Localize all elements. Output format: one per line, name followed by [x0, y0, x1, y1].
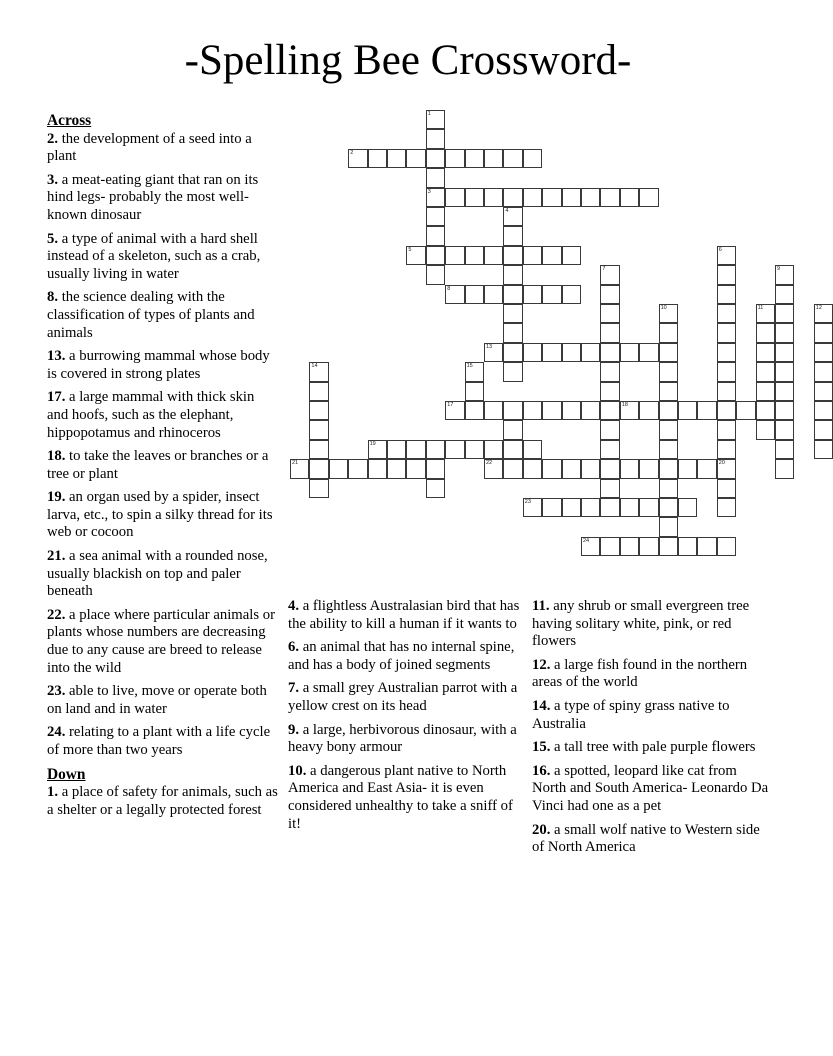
cell-number: 12: [815, 305, 822, 311]
crossword-cell-numbered[interactable]: [600, 265, 619, 284]
crossword-cell[interactable]: [600, 498, 619, 517]
down-clue-list-col2: [288, 598, 526, 833]
crossword-cell[interactable]: [309, 459, 328, 478]
crossword-cell[interactable]: [445, 188, 464, 207]
crossword-cell[interactable]: [678, 401, 697, 420]
clue-number: 23.: [47, 683, 70, 700]
crossword-cell[interactable]: [775, 304, 794, 323]
crossword-cell[interactable]: [717, 498, 736, 517]
crossword-cell[interactable]: [775, 382, 794, 401]
crossword-cell[interactable]: [814, 362, 833, 381]
crossword-cell[interactable]: [503, 343, 522, 362]
clue-text: the development of a seed into a plant: [47, 130, 252, 165]
clue-item: [288, 722, 526, 757]
clue-text: a dangerous plant native to North America and East Asia- it is even considered unhealthy to take a sniff of it!: [288, 762, 513, 832]
clue-text: able to live, move or operate both on land and in water: [47, 683, 267, 717]
crossword-cell-numbered[interactable]: [309, 362, 328, 381]
crossword-cell[interactable]: [659, 459, 678, 478]
cell-number: 1: [427, 111, 431, 117]
clue-item: [47, 172, 278, 225]
crossword-cell[interactable]: [659, 401, 678, 420]
clue-number: 20.: [532, 821, 555, 838]
crossword-cell[interactable]: [717, 382, 736, 401]
crossword-cell[interactable]: [659, 517, 678, 536]
clue-text: an animal that has no internal spine, and has a body of joined segments: [288, 639, 515, 673]
crossword-cell[interactable]: [542, 188, 561, 207]
crossword-cell[interactable]: [523, 459, 542, 478]
crossword-cell[interactable]: [717, 440, 736, 459]
crossword-cell[interactable]: [348, 459, 367, 478]
cell-number: 6: [718, 246, 722, 253]
clue-number: 4.: [288, 598, 303, 614]
cell-number: 19: [369, 440, 376, 447]
crossword-cell[interactable]: [639, 537, 658, 556]
clue-number: 24.: [47, 724, 70, 741]
crossword-cell[interactable]: [503, 246, 522, 265]
crossword-cell[interactable]: [503, 265, 522, 284]
crossword-cell[interactable]: [406, 459, 425, 478]
crossword-cell[interactable]: [503, 304, 522, 323]
crossword-cell[interactable]: [775, 343, 794, 362]
crossword-cell[interactable]: [523, 285, 542, 304]
crossword-cell[interactable]: [620, 343, 639, 362]
cell-number: 21: [292, 460, 299, 467]
crossword-cell[interactable]: [814, 343, 833, 362]
crossword-cell[interactable]: [600, 362, 619, 381]
crossword-cell[interactable]: [678, 459, 697, 478]
cell-number: 3: [427, 188, 431, 195]
crossword-cell[interactable]: [659, 498, 678, 517]
clue-text: a type of spiny grass native to Australia: [532, 697, 730, 732]
crossword-cell[interactable]: [562, 188, 581, 207]
cell-number: 2: [350, 149, 354, 156]
crossword-cell[interactable]: [659, 362, 678, 381]
clue-number: 11.: [532, 598, 554, 614]
crossword-cell[interactable]: [484, 246, 503, 265]
clue-text: a place where particular animals or plants whose numbers are decreasing due to any cause are breed to release into the wild: [47, 606, 275, 676]
crossword-cell[interactable]: [756, 420, 775, 439]
crossword-cell[interactable]: [562, 401, 581, 420]
clue-item: [288, 598, 526, 633]
crossword-cell[interactable]: [484, 285, 503, 304]
clue-number: 5.: [47, 230, 62, 247]
crossword-cell[interactable]: [562, 246, 581, 265]
crossword-cell[interactable]: [678, 498, 697, 517]
crossword-cell-numbered[interactable]: [775, 265, 794, 284]
cell-number: 17: [447, 402, 454, 408]
clue-text: a meat-eating giant that ran on its hind legs- probably the most well-known dinosaur: [47, 171, 259, 223]
clue-item: [288, 680, 526, 715]
crossword-cell[interactable]: [503, 459, 522, 478]
crossword-cell[interactable]: [814, 323, 833, 342]
crossword-cell[interactable]: [639, 188, 658, 207]
crossword-cell[interactable]: [426, 459, 445, 478]
crossword-cell[interactable]: [387, 459, 406, 478]
crossword-cell[interactable]: [426, 479, 445, 498]
crossword-cell-numbered[interactable]: [814, 304, 833, 323]
crossword-cell[interactable]: [484, 188, 503, 207]
crossword-cell[interactable]: [484, 401, 503, 420]
clue-number: 13.: [47, 348, 70, 365]
crossword-cell-numbered[interactable]: [368, 440, 387, 459]
across-clues-column: [47, 112, 278, 825]
clue-text: a spotted, leopard like cat from North and South America- Leonardo Da Vinci had one as a pet: [532, 762, 769, 814]
crossword-cell[interactable]: [542, 285, 561, 304]
crossword-cell[interactable]: [445, 440, 464, 459]
clue-text: an organ used by a spider, insect larva, etc., to spin a silky thread for its web or cocoon: [47, 489, 273, 541]
clue-text: a flightless Australasian bird that has the ability to kill a human if it wants to: [288, 598, 520, 632]
crossword-cell[interactable]: [600, 188, 619, 207]
crossword-cell[interactable]: [484, 149, 503, 168]
crossword-cell[interactable]: [426, 129, 445, 148]
crossword-cell[interactable]: [368, 459, 387, 478]
clue-item: [532, 657, 772, 692]
crossword-cell[interactable]: [600, 382, 619, 401]
crossword-cell[interactable]: [406, 440, 425, 459]
crossword-cell[interactable]: [523, 343, 542, 362]
crossword-cell[interactable]: [503, 188, 522, 207]
clue-number: 10.: [288, 762, 311, 779]
crossword-cell[interactable]: [639, 401, 658, 420]
clue-text: a small grey Australian parrot with a yellow crest on its head: [288, 680, 518, 714]
crossword-cell[interactable]: [620, 537, 639, 556]
clue-number: 21.: [47, 548, 70, 565]
crossword-cell-numbered[interactable]: [426, 188, 445, 207]
clue-item: [532, 598, 772, 651]
crossword-cell[interactable]: [503, 440, 522, 459]
crossword-cell[interactable]: [678, 537, 697, 556]
crossword-cell-numbered[interactable]: [290, 459, 309, 478]
crossword-cell[interactable]: [600, 420, 619, 439]
crossword-cell[interactable]: [756, 323, 775, 342]
clue-text: to take the leaves or branches or a tree or plant: [47, 448, 269, 482]
clue-text: a burrowing mammal whose body is covered in strong plates: [47, 348, 270, 382]
clue-item: [532, 822, 772, 857]
crossword-cell-numbered[interactable]: [717, 459, 736, 478]
crossword-cell[interactable]: [581, 498, 600, 517]
cell-number: 20: [718, 460, 725, 467]
crossword-cell[interactable]: [465, 401, 484, 420]
crossword-cell[interactable]: [600, 459, 619, 478]
cell-number: 4: [505, 208, 509, 214]
clue-text: a large, herbivorous dinosaur, with a heavy bony armour: [288, 721, 517, 756]
crossword-cell[interactable]: [697, 459, 716, 478]
crossword-cell[interactable]: [562, 498, 581, 517]
crossword-cell[interactable]: [659, 420, 678, 439]
clue-item: [532, 763, 772, 816]
crossword-cell[interactable]: [542, 498, 561, 517]
crossword-cell[interactable]: [581, 188, 600, 207]
crossword-cell-numbered[interactable]: [659, 304, 678, 323]
clue-item: [288, 639, 526, 674]
across-clue-list: [47, 131, 278, 760]
crossword-cell[interactable]: [542, 246, 561, 265]
crossword-cell[interactable]: [717, 479, 736, 498]
crossword-cell[interactable]: [756, 343, 775, 362]
down-heading: Down: [47, 765, 86, 783]
crossword-cell[interactable]: [814, 440, 833, 459]
crossword-cell[interactable]: [523, 440, 542, 459]
clue-number: 6.: [288, 639, 303, 656]
crossword-cell[interactable]: [503, 226, 522, 245]
crossword-cell[interactable]: [581, 401, 600, 420]
crossword-cell[interactable]: [465, 149, 484, 168]
clue-item: [47, 131, 278, 166]
crossword-cell[interactable]: [756, 362, 775, 381]
clue-number: 8.: [47, 289, 62, 306]
crossword-cell-numbered[interactable]: [484, 459, 503, 478]
cell-number: 14: [311, 363, 318, 370]
crossword-cell[interactable]: [717, 285, 736, 304]
crossword-cell[interactable]: [523, 149, 542, 168]
clue-number: 22.: [47, 606, 70, 623]
clue-number: 12.: [532, 656, 555, 673]
clue-number: 1.: [47, 784, 62, 801]
crossword-cell[interactable]: [600, 537, 619, 556]
crossword-cell[interactable]: [562, 459, 581, 478]
crossword-cell-numbered[interactable]: [523, 498, 542, 517]
crossword-cell[interactable]: [775, 459, 794, 478]
crossword-cell[interactable]: [717, 323, 736, 342]
cell-number: 18: [621, 402, 628, 408]
crossword-cell[interactable]: [426, 168, 445, 187]
down-clue-list-col3: [532, 598, 772, 857]
clue-item: [47, 683, 278, 718]
clue-number: 9.: [288, 721, 303, 738]
crossword-cell[interactable]: [581, 343, 600, 362]
crossword-cell-numbered[interactable]: [445, 401, 464, 420]
crossword-cell[interactable]: [503, 149, 522, 168]
crossword-cell[interactable]: [581, 459, 600, 478]
crossword-cell[interactable]: [387, 149, 406, 168]
clue-text: a large fish found in the northern areas of the world: [532, 656, 748, 691]
crossword-cell[interactable]: [309, 479, 328, 498]
crossword-cell[interactable]: [542, 343, 561, 362]
crossword-cell[interactable]: [542, 459, 561, 478]
crossword-cell[interactable]: [426, 207, 445, 226]
crossword-cell[interactable]: [309, 440, 328, 459]
crossword-cell-numbered[interactable]: [620, 401, 639, 420]
cell-number: 9: [777, 266, 781, 273]
crossword-cell[interactable]: [329, 459, 348, 478]
cell-number: 11: [757, 305, 764, 311]
crossword-cell[interactable]: [465, 188, 484, 207]
crossword-cell[interactable]: [659, 382, 678, 401]
crossword-cell[interactable]: [484, 440, 503, 459]
crossword-cell[interactable]: [542, 401, 561, 420]
crossword-cell-numbered[interactable]: [465, 362, 484, 381]
crossword-cell[interactable]: [600, 343, 619, 362]
down-clue-list-col1: [47, 784, 278, 819]
crossword-cell[interactable]: [600, 323, 619, 342]
crossword-cell[interactable]: [736, 401, 755, 420]
crossword-cell-numbered[interactable]: [426, 110, 445, 129]
clue-text: a small wolf native to Western side of North America: [532, 821, 760, 856]
crossword-cell[interactable]: [309, 382, 328, 401]
clue-item: [47, 289, 278, 342]
clue-text: a type of animal with a hard shell instead of a skeleton, such as a crab, usually living in water: [47, 230, 261, 282]
clue-item: [47, 348, 278, 383]
crossword-cell[interactable]: [503, 401, 522, 420]
clue-item: [47, 489, 278, 542]
clue-item: [47, 724, 278, 759]
crossword-cell[interactable]: [639, 459, 658, 478]
crossword-cell[interactable]: [697, 537, 716, 556]
crossword-cell[interactable]: [426, 246, 445, 265]
crossword-cell[interactable]: [387, 440, 406, 459]
clue-text: a sea animal with a rounded nose, usually blackish on top and paler beneath: [47, 548, 268, 600]
clue-item: [288, 763, 526, 833]
crossword-cell[interactable]: [659, 323, 678, 342]
crossword-cell[interactable]: [659, 343, 678, 362]
crossword-cell[interactable]: [426, 440, 445, 459]
crossword-cell[interactable]: [426, 265, 445, 284]
crossword-cell[interactable]: [659, 479, 678, 498]
crossword-cell[interactable]: [523, 188, 542, 207]
crossword-cell[interactable]: [659, 537, 678, 556]
clue-item: [532, 698, 772, 733]
crossword-cell[interactable]: [639, 498, 658, 517]
crossword-cell[interactable]: [717, 362, 736, 381]
clue-item: [47, 448, 278, 483]
crossword-cell[interactable]: [717, 401, 736, 420]
across-heading: Across: [47, 112, 92, 129]
crossword-cell[interactable]: [465, 285, 484, 304]
crossword-cell[interactable]: [756, 382, 775, 401]
crossword-cell[interactable]: [620, 498, 639, 517]
crossword-cell[interactable]: [775, 285, 794, 304]
crossword-cell[interactable]: [775, 440, 794, 459]
crossword-cell[interactable]: [814, 382, 833, 401]
clue-item: [47, 548, 278, 601]
crossword-cell-numbered[interactable]: [503, 207, 522, 226]
cell-number: 8: [447, 285, 451, 292]
crossword-cell-numbered[interactable]: [581, 537, 600, 556]
clue-number: 14.: [532, 697, 555, 714]
crossword-cell[interactable]: [445, 149, 464, 168]
crossword-cell[interactable]: [503, 420, 522, 439]
crossword-cell[interactable]: [368, 149, 387, 168]
crossword-cell-numbered[interactable]: [348, 149, 367, 168]
cell-number: 13: [486, 343, 493, 350]
crossword-cell[interactable]: [814, 420, 833, 439]
crossword-cell[interactable]: [562, 343, 581, 362]
crossword-cell[interactable]: [503, 362, 522, 381]
crossword-cell-numbered[interactable]: [717, 246, 736, 265]
clue-number: 17.: [47, 389, 70, 406]
crossword-cell[interactable]: [717, 343, 736, 362]
clue-item: [47, 784, 278, 819]
cell-number: 10: [660, 305, 667, 311]
crossword-cell[interactable]: [717, 537, 736, 556]
crossword-cell[interactable]: [697, 401, 716, 420]
crossword-cell[interactable]: [775, 420, 794, 439]
crossword-cell[interactable]: [600, 285, 619, 304]
cell-number: 15: [466, 363, 473, 370]
crossword-cell[interactable]: [639, 343, 658, 362]
clue-text: the science dealing with the classification of types of plants and animals: [47, 289, 255, 341]
clue-text: a tall tree with pale purple flowers: [554, 739, 756, 756]
crossword-cell[interactable]: [426, 149, 445, 168]
crossword-cell[interactable]: [309, 401, 328, 420]
crossword-cell[interactable]: [465, 382, 484, 401]
clue-number: 18.: [47, 448, 70, 465]
clue-item: [47, 389, 278, 442]
crossword-cell[interactable]: [406, 149, 425, 168]
crossword-cell[interactable]: [445, 246, 464, 265]
crossword-cell[interactable]: [600, 440, 619, 459]
crossword-cell[interactable]: [756, 401, 775, 420]
crossword-cell[interactable]: [503, 285, 522, 304]
clue-number: 15.: [532, 739, 555, 756]
crossword-cell[interactable]: [309, 420, 328, 439]
crossword-cell[interactable]: [600, 479, 619, 498]
page-title: -Spelling Bee Crossword-: [184, 37, 632, 84]
cell-number: 24: [583, 537, 590, 544]
crossword-cell[interactable]: [620, 188, 639, 207]
crossword-cell[interactable]: [775, 362, 794, 381]
crossword-cell[interactable]: [562, 285, 581, 304]
crossword-cell[interactable]: [465, 440, 484, 459]
crossword-cell[interactable]: [523, 246, 542, 265]
crossword-cell[interactable]: [620, 459, 639, 478]
crossword-cell[interactable]: [465, 246, 484, 265]
cell-number: 23: [524, 499, 531, 505]
crossword-cell[interactable]: [775, 323, 794, 342]
down-clues-column-right: [532, 598, 772, 863]
clue-number: 16.: [532, 762, 555, 779]
crossword-cell[interactable]: [600, 304, 619, 323]
clue-item: [47, 231, 278, 284]
clue-number: 7.: [288, 680, 303, 697]
clue-text: relating to a plant with a life cycle of more than two years: [47, 724, 271, 758]
down-clues-column-middle: [288, 598, 526, 839]
clue-text: any shrub or small evergreen tree having solitary white, pink, or red flowers: [532, 598, 750, 650]
crossword-cell[interactable]: [717, 304, 736, 323]
clue-text: a large mammal with thick skin and hoofs, such as the elephant, hippopotamus and rhinoceros: [47, 389, 255, 441]
clue-number: 19.: [47, 489, 70, 506]
clue-text: a place of safety for animals, such as a shelter or a legally protected forest: [47, 784, 278, 818]
clue-number: 2.: [47, 130, 62, 147]
crossword-cell[interactable]: [717, 265, 736, 284]
crossword-cell[interactable]: [717, 420, 736, 439]
cell-number: 7: [602, 266, 606, 273]
cell-number: 22: [486, 460, 493, 467]
clue-item: [532, 739, 772, 757]
crossword-cell[interactable]: [775, 401, 794, 420]
crossword-cell[interactable]: [523, 401, 542, 420]
crossword-cell-numbered[interactable]: [484, 343, 503, 362]
clue-item: [47, 607, 278, 677]
crossword-cell-numbered[interactable]: [445, 285, 464, 304]
crossword-cell[interactable]: [426, 226, 445, 245]
crossword-cell[interactable]: [814, 401, 833, 420]
crossword-cell-numbered[interactable]: [756, 304, 775, 323]
crossword-cell[interactable]: [503, 323, 522, 342]
crossword-cell[interactable]: [659, 440, 678, 459]
crossword-cell[interactable]: [600, 401, 619, 420]
clue-number: 3.: [47, 171, 62, 188]
crossword-cell-numbered[interactable]: [406, 246, 425, 265]
cell-number: 5: [408, 246, 412, 253]
